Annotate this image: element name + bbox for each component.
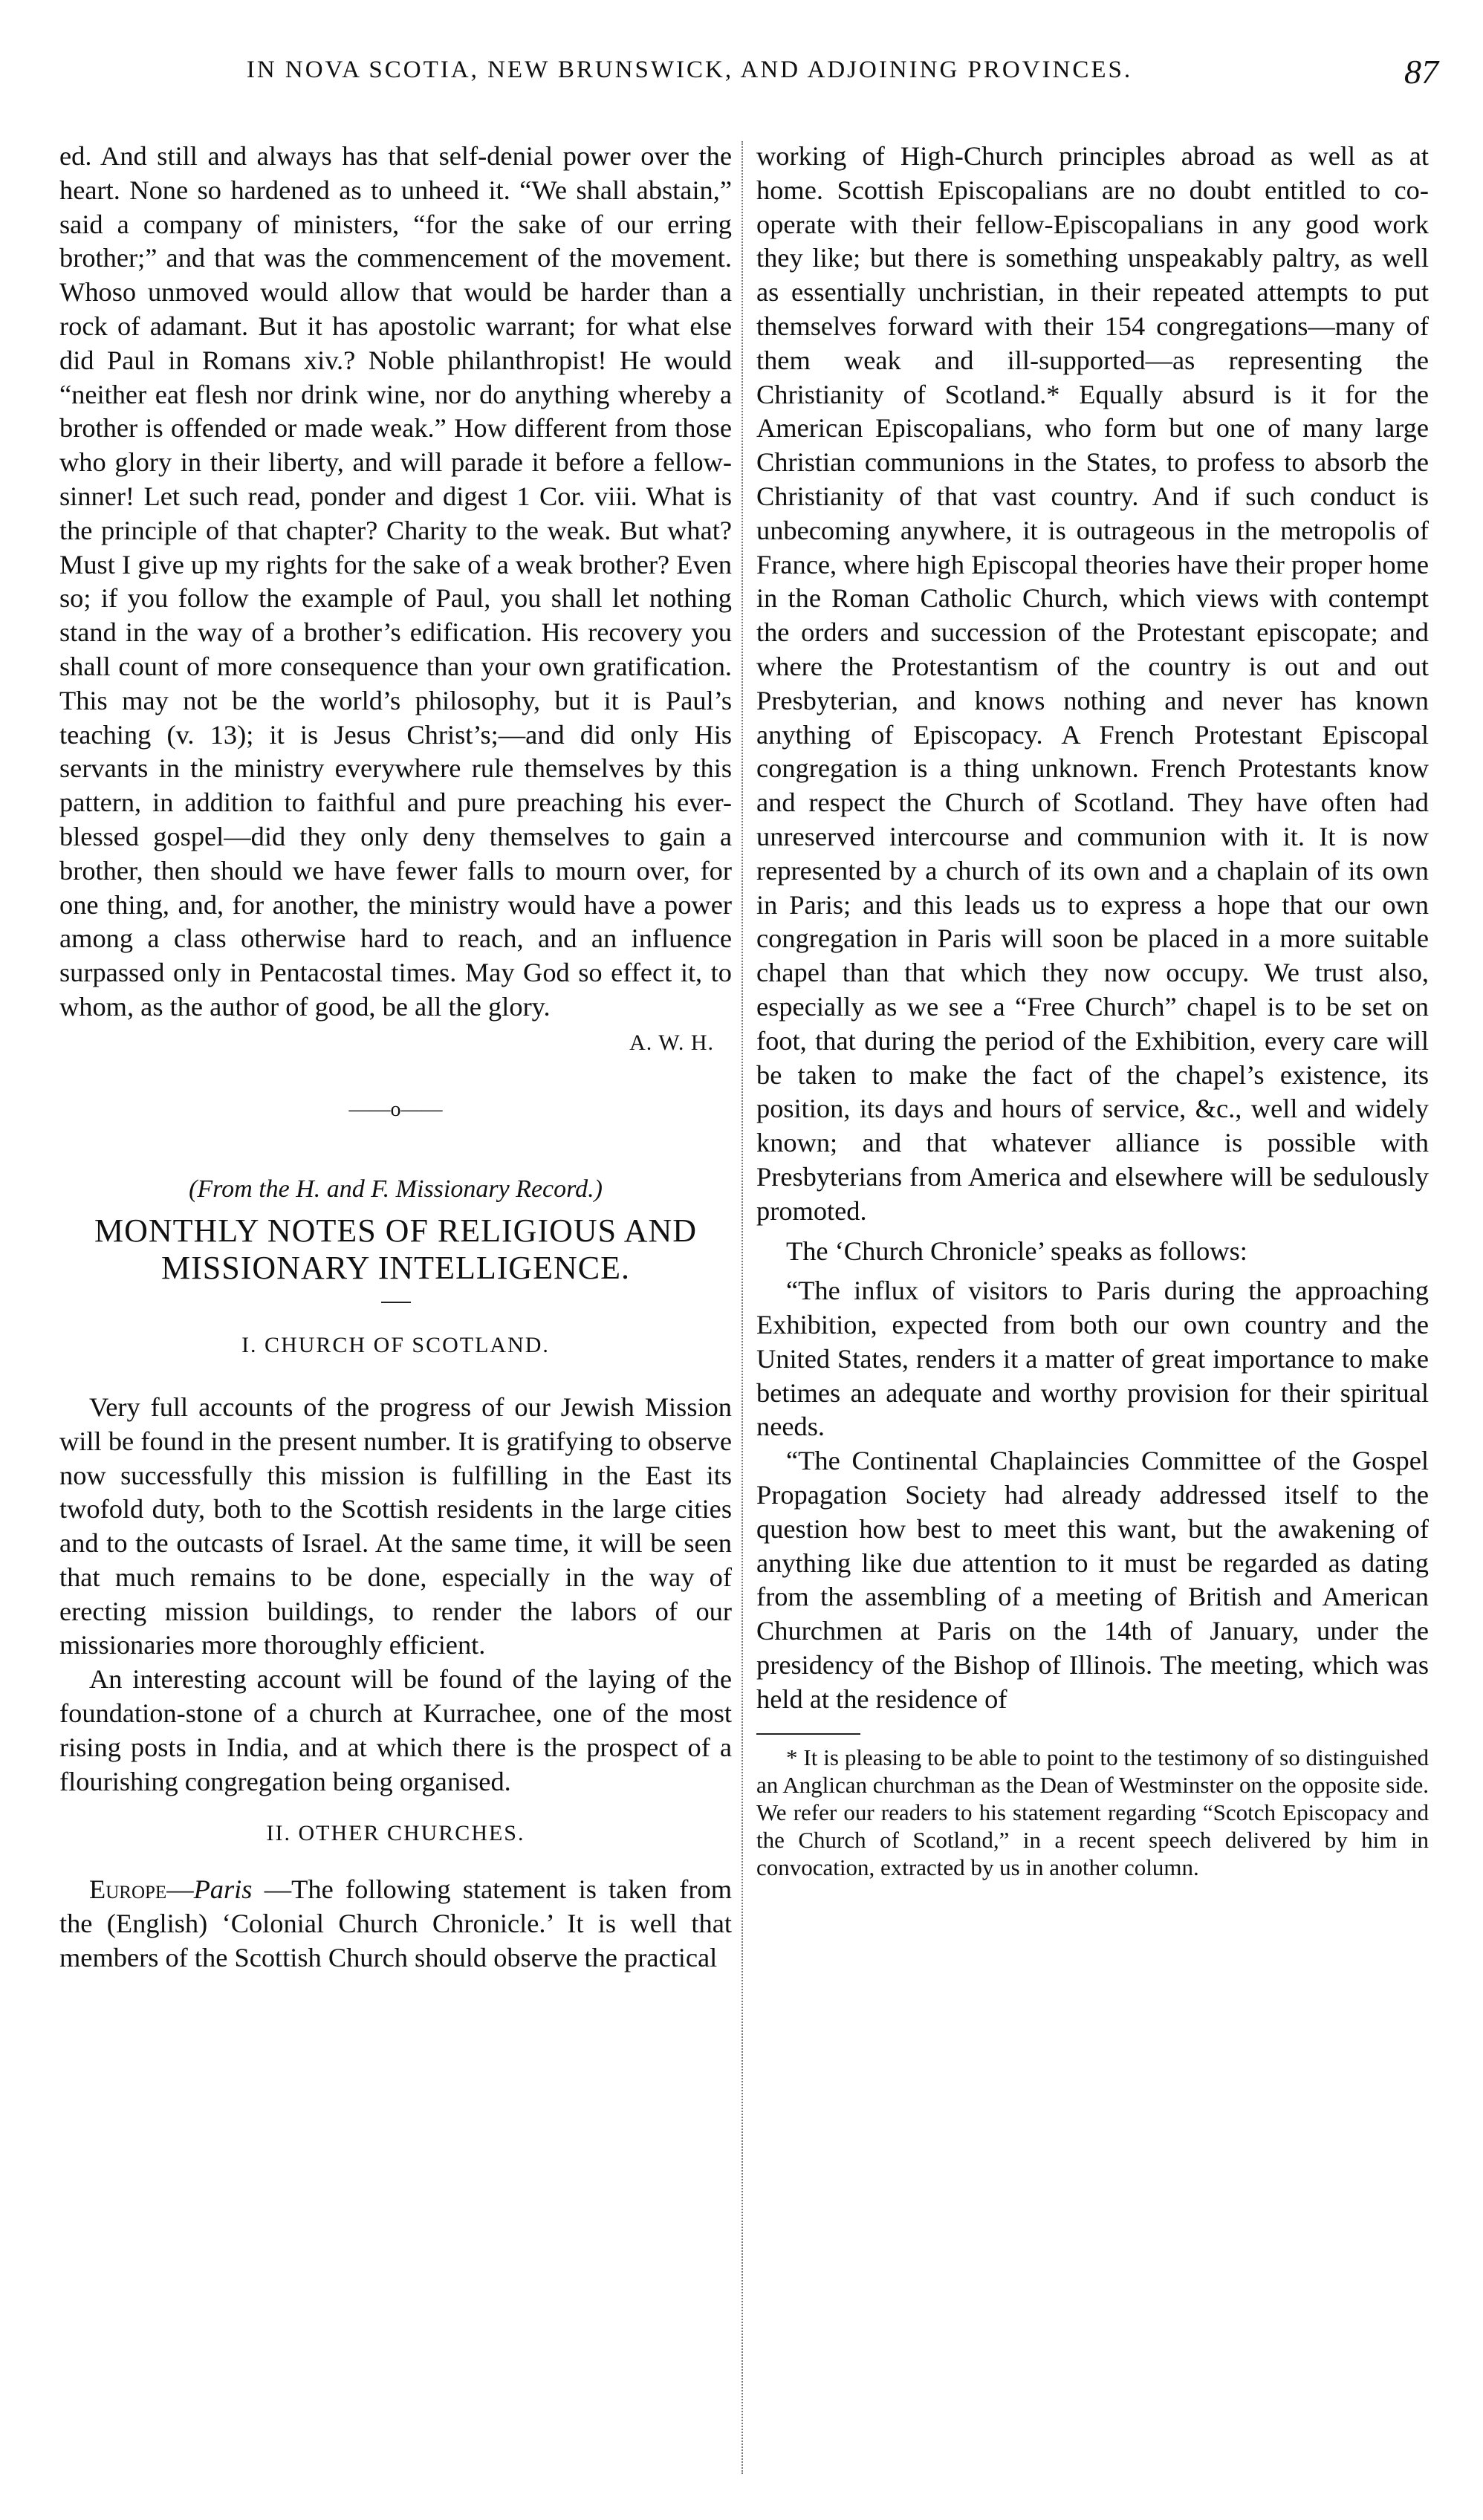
section-title: MONTHLY NOTES OF RELIGIOUS AND MISSIONARY INTELLIGENCE. [94,1212,698,1287]
paris-label: Paris [193,1874,253,1905]
title-rule [381,1302,411,1303]
opening-paragraph: ed. And still and always has that self-denial power over the heart. None so hardened as to unheed it. “We shall abstain,” said a company of ministers, “for the sake of our erring brother;” and that was the commencement of the movement. Whoso unmoved would allow that would be harder than a rock of adamant. But it has apostolic warrant; for what else did Paul in Romans xiv.? Noble philanthropist! He would “neither eat flesh nor drink wine, nor do anything whereby a brother is offended or made weak.” How different from those who glory in their liberty, and will parade it before a fellow-sinner! Let such read, ponder and digest 1 Cor. viii. What is the principle of that chapter? Charity to the weak. But what? Must I give up my rights for the sake of a weak brother? Even so; if you follow the example of Paul, you shall let nothing stand in the way of a brother’s edification. His recovery you shall count of more consequence than your own gratification. This may not be the world’s philosophy, but it is Paul’s teaching (v. 13); it is Jesus Christ’s;—and did only His servants in the ministry everywhere rule themselves by this pattern, in addition to faithful and pure preaching his ever-blessed gospel—did they only deny themselves to gain a brother, then should we have fewer falls to mourn over, for one thing, and, for another, the ministry would have a power among a class otherwise hard to reach, and an influence surpassed only in Pentacostal times. May God so effect it, to whom, as the author of good, be all the glory. [59,141,732,1022]
paragraph-europe-paris: Europe—Paris —The following statement is taken from the (English) ‘Colonial Church Chronicle.’ It is well that members of the Scottish Church should observe the practical [59,1874,732,1972]
paragraph-influx-visitors: “The influx of visitors to Paris during the approaching Exhibition, expected from both our own country and the United States, renders it a matter of great importance to make betimes an adequate and worthy provision for their spiritual needs. [756,1276,1429,1442]
paragraph-chaplaincies-committee: “The Continental Chaplaincies Committee of the Gospel Propagation Society had already addressed itself to the question how best to meet this want, but the awakening of anything like due attention to it must be regarded as dating from the assembling of a meeting of British and American Churchmen at Paris on the 14th of January, under the presidency of the Bishop of Illinois. The meeting, which was held at the residence of [756,1446,1429,1714]
europe-label: Europe [89,1874,167,1905]
page-number: 87 [1404,53,1438,91]
column-divider-rule [742,141,743,2474]
subhead-other-churches: II. OTHER CHURCHES. [266,1821,525,1846]
subhead-church-of-scotland: I. CHURCH OF SCOTLAND. [241,1333,550,1358]
running-header-title: IN NOVA SCOTIA, NEW BRUNSWICK, AND ADJOINING PROVINCES. [246,56,1133,83]
author-signature: A. W. H. [629,1030,714,1055]
left-column [59,140,732,1975]
paragraph-kurrachee: An interesting account will be found of the laying of the foundation-stone of a church at Kurrachee, one of the most rising posts in India, and at which there is the prospect of a flourishing congregation being organised. [59,1664,732,1796]
footnote-rule [756,1733,860,1735]
quote-intro: The ‘Church Chronicle’ speaks as follows: [786,1235,1247,1266]
paragraph-jewish-mission: Very full accounts of the progress of our Jewish Mission will be found in the present number. It is gratifying to observe now successfully this mission is fulfilling in the East its twofold duty, both to the Scottish residents in the large cities and to the outcasts of Israel. At the same time, it will be seen that much remains to be done, especially in the way of erecting mission buildings, to render the labors of our missionaries more thoroughly efficient. [59,1391,732,1660]
section-divider: ——o—— [348,1097,443,1121]
right-column [756,140,1429,1881]
paragraph-europe-text: —The following statement is taken from the (English) ‘Colonial Church Chronicle.’ It is well that members of the Scottish Church should observe the practical [59,1874,732,1972]
page-header [59,52,1438,97]
paragraph-high-church: working of High-Church principles abroad as well as at home. Scottish Episcopalians are no doubt entitled to co-operate with their fellow-Episcopalians in any good work they like; but there is something unspeakably paltry, as well as essentially unchristian, in their repeated attempts to put themselves forward with their 154 congregations—many of them weak and ill-supported—as representing the Christianity of Scotland.* Equally absurd is it for the American Episcopalians, who form but one of many large Christian communions in the States, to profess to absorb the Christianity of that vast country. And if such conduct is unbecoming anywhere, it is outrageous in the metropolis of France, where high Episcopal theories have their proper home in the Roman Catholic Church, which views with contempt the orders and succession of the Protestant episcopate; and where the Protestantism of the country is out and out Presbyterian, and knows nothing and never has known anything of Episcopacy. A French Protestant Episcopal congregation is a thing unknown. French Protestants know and respect the Church of Scotland. They have often had unreserved intercourse and communion with it. It is now represented by a church of its own and a chaplain of its own in Paris; and this leads us to express a hope that our own congregation in Paris will soon be placed in a more suitable chapel than that which they now occupy. We trust also, especially as we see a “Free Church” chapel is to be set on foot, that during the period of the Exhibition, every care will be taken to make the fact of the chapel’s existence, its position, its days and hours of service, &c., well and widely known; and that whatever alliance is possible with Presbyterians from America and elsewhere will be sedulously promoted. [756,141,1429,1226]
footnote: * It is pleasing to be able to point to the testimony of so distinguished an Anglican churchman as the Dean of Westminster on the opposite side. We refer our readers to his statement regarding “Scotch Episcopacy and the Church of Scotland,” in a recent speech delivered by him in convocation, extracted by us in another column. [756,1744,1429,1880]
source-note: (From the H. and F. Missionary Record.) [189,1175,603,1204]
